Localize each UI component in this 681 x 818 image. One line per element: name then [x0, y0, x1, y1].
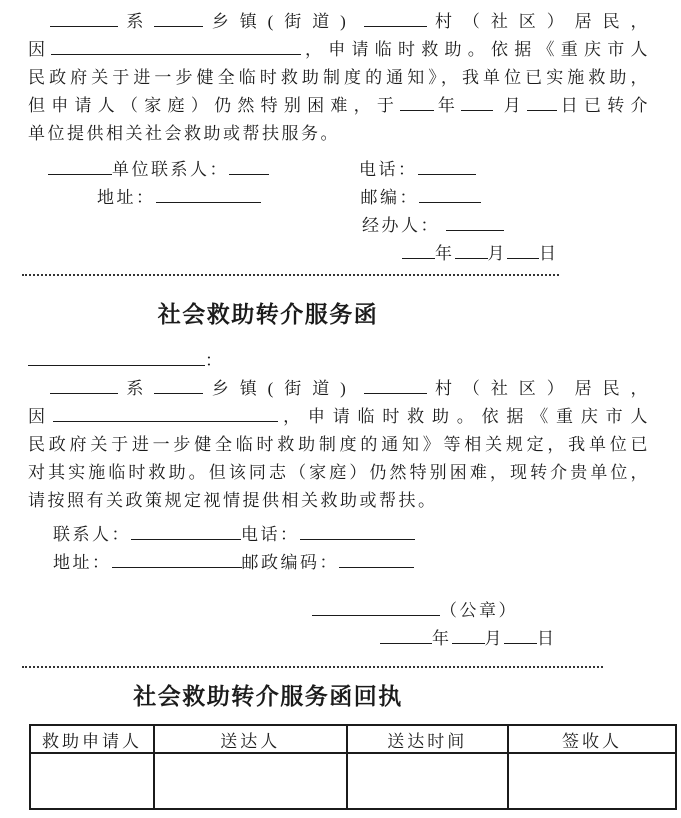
seal-block	[28, 597, 650, 653]
section-separator-dotted-line	[22, 274, 559, 276]
line-text: 因	[28, 407, 53, 426]
form-line	[28, 459, 650, 487]
date-line	[28, 625, 650, 653]
salutation-line	[28, 347, 650, 375]
spacer	[269, 163, 359, 175]
column-header-signer: 签收人	[508, 725, 676, 753]
line-text: 系	[118, 379, 155, 398]
line-text: 联系人：	[53, 525, 131, 544]
blank-field	[446, 218, 504, 231]
line-text: 但申请人（家庭）仍然特别困难，于	[28, 96, 401, 115]
blank-field	[455, 246, 488, 259]
line-text: 月	[487, 244, 507, 263]
receipt-empty-row	[30, 753, 676, 809]
blank-field	[229, 162, 269, 175]
spacer	[28, 604, 312, 616]
blank-field	[131, 527, 241, 540]
form-line	[28, 212, 650, 240]
line-text: ：	[205, 351, 225, 370]
spacer	[28, 219, 362, 231]
line-text: 电话：	[241, 525, 300, 544]
blank-field	[28, 353, 205, 366]
spacer	[28, 191, 97, 203]
form-line	[28, 8, 650, 36]
spacer	[28, 15, 50, 27]
line-text: 邮编：	[360, 188, 419, 207]
line-text: 地址：	[97, 188, 156, 207]
blank-field	[53, 409, 278, 422]
blank-field	[504, 631, 537, 644]
spacer	[28, 247, 402, 259]
line-text: 邮政编码：	[241, 553, 339, 572]
top-section-contact-block	[28, 156, 650, 268]
line-text: （公章）	[440, 601, 518, 620]
blank-field	[300, 527, 415, 540]
blank-field	[527, 98, 557, 111]
spacer	[28, 632, 380, 644]
blank-field	[452, 631, 485, 644]
form-line	[28, 64, 650, 92]
table-cell-applicant	[30, 753, 154, 809]
blank-field	[380, 631, 432, 644]
form-line	[28, 521, 650, 549]
line-text: ，申请临时救助。依据《重庆市人	[277, 407, 650, 426]
line-text: 村（社区）居民，	[426, 12, 651, 31]
seal-line	[28, 597, 650, 625]
blank-field	[312, 603, 440, 616]
blank-field	[400, 98, 434, 111]
blank-field	[51, 42, 301, 55]
form-line	[28, 375, 650, 403]
form-line	[28, 156, 650, 184]
blank-field	[339, 555, 414, 568]
line-text: 乡镇(街道)	[203, 12, 364, 31]
line-text: 年	[435, 244, 455, 263]
line-text: 乡镇(街道)	[203, 379, 364, 398]
form-line	[28, 403, 650, 431]
line-text: 单位提供相关社会救助或帮扶服务。	[28, 124, 340, 143]
line-text: 民政府关于进一步健全临时救助制度的通知》等相关规定，我单位已	[28, 435, 650, 454]
blank-field	[507, 246, 539, 259]
top-section-paragraph	[28, 8, 650, 148]
form-line	[28, 431, 650, 459]
line-text: 电话：	[359, 160, 418, 179]
column-header-deliverer: 送达人	[154, 725, 347, 753]
blank-field	[48, 162, 112, 175]
blank-field	[364, 14, 427, 27]
spacer	[28, 163, 48, 175]
form-line	[28, 549, 650, 577]
line-text: 日	[537, 629, 557, 648]
blank-field	[112, 555, 242, 568]
line-text: 系	[118, 12, 155, 31]
section-separator-dotted-line	[22, 666, 603, 668]
line-text: 村（社区）居民，	[426, 379, 651, 398]
line-text: 请按照有关政策规定视情提供相关救助或帮扶。	[28, 491, 438, 510]
line-text: 单位联系人：	[112, 160, 229, 179]
form-line	[28, 487, 650, 515]
form-line	[28, 92, 650, 120]
spacer	[28, 528, 53, 540]
line-text: 民政府关于进一步健全临时救助制度的通知》，我单位已实施救助，	[28, 68, 650, 87]
blank-field	[50, 14, 118, 27]
line-text: 经办人：	[362, 216, 440, 235]
blank-field	[156, 190, 261, 203]
letter-title: 社会救助转介服务函	[157, 302, 379, 327]
spacer	[28, 556, 53, 568]
table-cell-deliverer	[154, 753, 347, 809]
form-line	[28, 240, 650, 268]
line-text: 对其实施临时救助。但该同志（家庭）仍然特别困难，现转介贵单位，	[28, 463, 650, 482]
form-line	[28, 36, 650, 64]
blank-field	[364, 381, 427, 394]
line-text: 日	[539, 244, 559, 263]
line-text: 月	[484, 629, 504, 648]
line-text: 月	[493, 96, 527, 115]
line-text: 年	[434, 96, 462, 115]
receipt-title: 社会救助转介服务函回执	[133, 684, 403, 709]
receipt-table	[29, 724, 677, 810]
blank-field	[419, 190, 481, 203]
table-cell-signer	[508, 753, 676, 809]
line-text: ，申请临时救助。依据《重庆市人	[301, 40, 650, 59]
receipt-header-row	[30, 725, 676, 753]
letter-paragraph	[28, 375, 650, 515]
table-cell-delivery-time	[347, 753, 509, 809]
spacer	[261, 191, 361, 203]
blank-field	[154, 14, 203, 27]
blank-field	[418, 162, 476, 175]
blank-field	[461, 98, 493, 111]
spacer	[28, 382, 50, 394]
column-header-delivery-time: 送达时间	[347, 725, 509, 753]
line-text: 年	[432, 629, 452, 648]
form-line	[28, 120, 650, 148]
blank-field	[50, 381, 118, 394]
blank-field	[402, 246, 435, 259]
letter-contact-block	[28, 521, 650, 577]
line-text: 日已转介	[556, 96, 651, 115]
line-text: 因	[28, 40, 52, 59]
blank-field	[154, 381, 203, 394]
column-header-applicant: 救助申请人	[30, 725, 154, 753]
line-text: 地址：	[53, 553, 112, 572]
form-line	[28, 184, 650, 212]
